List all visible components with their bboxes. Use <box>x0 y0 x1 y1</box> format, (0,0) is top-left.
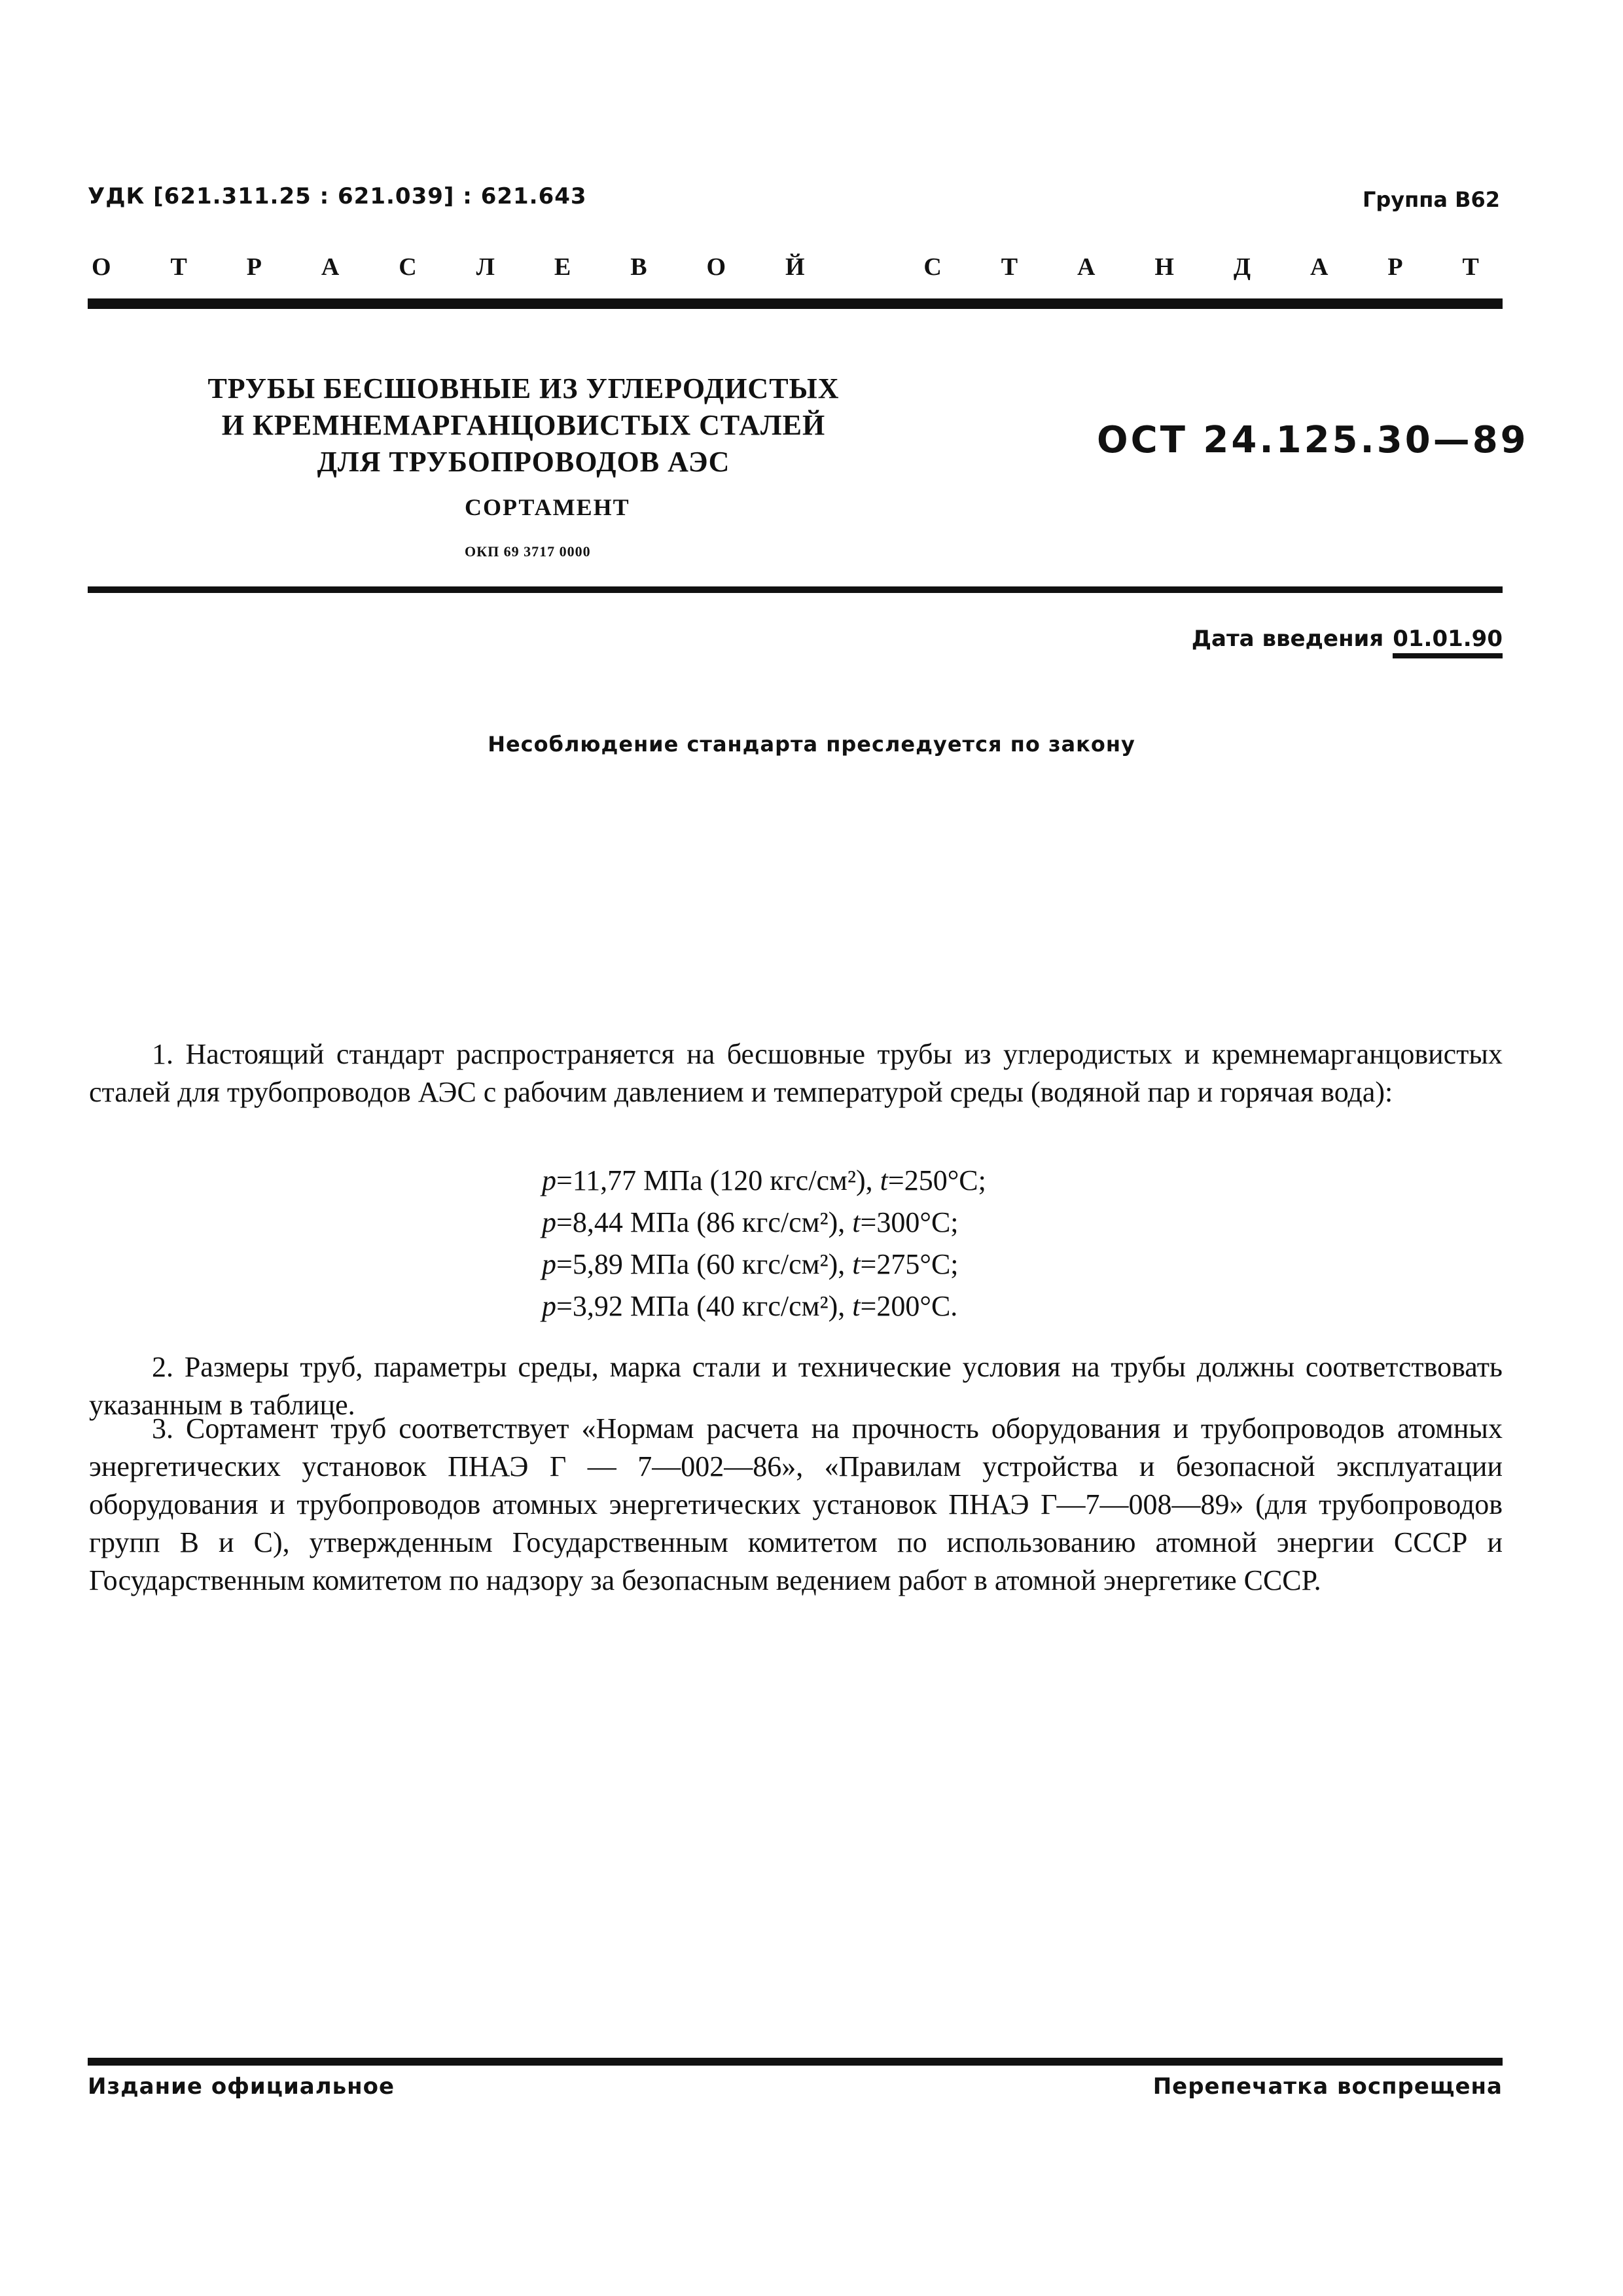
okp-code: ОКП 69 3717 0000 <box>465 543 591 560</box>
banner-letter: В <box>630 253 647 281</box>
condition-line <box>542 1160 986 1202</box>
header-rule <box>88 298 1503 309</box>
temperature-value: =300°С; <box>860 1206 959 1238</box>
temperature-symbol: t <box>852 1290 861 1322</box>
title-line: ТРУБЫ БЕСШОВНЫЕ ИЗ УГЛЕРОДИСТЫХ <box>207 372 840 404</box>
paragraph-3-text: 3. Сортамент труб соответствует «Нормам расчета на прочность оборудования и трубопроводов атомных энергетических установок ПНАЭ Г — 7—002—86», «Правилам устройства и безопасной эксплуатации оборудования и трубопроводов атомных энергетических установок ПНАЭ Г—7—008—89» (для трубопроводов групп В и С), утвержденным Государственным комитетом по использованию атомной энергии СССР и Государственным комитетом по надзору за безопасным ведением работ в атомной энергетике СССР. <box>89 1412 1503 1596</box>
effective-date-value: 01.01.90 <box>1393 626 1503 658</box>
banner-letter: А <box>1077 253 1096 281</box>
banner-letter: С <box>923 253 942 281</box>
pressure-value: =5,89 МПа (60 кгс/см²), <box>556 1248 846 1280</box>
banner-letter: Н <box>1154 253 1174 281</box>
temperature-value: =275°С; <box>860 1248 959 1280</box>
document-subtitle: СОРТАМЕНТ <box>465 494 630 520</box>
banner-letter: Р <box>1387 253 1403 281</box>
condition-line <box>542 1244 986 1285</box>
title-line: ДЛЯ ТРУБОПРОВОДОВ АЭС <box>317 446 730 478</box>
banner-letter: Т <box>1001 253 1018 281</box>
paragraph-1-text: 1. Настоящий стандарт распространяется на бесшовные трубы из углеродистых и кремнемарганцовистых сталей для трубопроводов АЭС с рабочим давлением и температурой среды (водяной пар и горячая вода): <box>89 1038 1503 1108</box>
pressure-value: =3,92 МПа (40 кгс/см²), <box>556 1290 846 1322</box>
pressure-value: =8,44 МПа (86 кгс/см²), <box>556 1206 846 1238</box>
reprint-prohibited-note: Перепечатка воспрещена <box>1152 2073 1503 2100</box>
paragraph-2-text: 2. Размеры труб, параметры среды, марка стали и технические условия на трубы должны соответствовать указанным в таблице. <box>89 1351 1503 1421</box>
banner-letter: Й <box>785 253 805 281</box>
standard-number: ОСТ 24.125.30—89 <box>1097 419 1529 461</box>
pressure-symbol: p <box>542 1290 556 1322</box>
paragraph-3 <box>89 1410 1503 1600</box>
banner-letter: Т <box>1462 253 1479 281</box>
effective-date <box>1192 626 1503 658</box>
condition-line <box>542 1202 986 1244</box>
temperature-symbol: t <box>880 1164 888 1196</box>
paragraph-1 <box>89 1035 1503 1111</box>
banner-letter: Д <box>1233 253 1251 281</box>
official-edition-note: Издание официальное <box>88 2073 395 2100</box>
banner-letter: Л <box>476 253 495 281</box>
legal-warning: Несоблюдение стандарта преследуется по закону <box>488 732 1135 757</box>
effective-date-label: Дата введения <box>1191 626 1384 652</box>
banner-letter: Р <box>246 253 262 281</box>
banner-letter: О <box>92 253 111 281</box>
banner-letter: А <box>1310 253 1329 281</box>
condition-line <box>542 1285 986 1327</box>
banner-letter: Е <box>554 253 571 281</box>
pressure-value: =11,77 МПа (120 кгс/см²), <box>556 1164 873 1196</box>
udk-code: УДК [621.311.25 : 621.039] : 621.643 <box>88 183 587 209</box>
banner-letter: Т <box>170 253 187 281</box>
banner-letter: А <box>321 253 340 281</box>
temperature-value: =200°С. <box>860 1290 958 1322</box>
temperature-value: =250°С; <box>887 1164 986 1196</box>
document-title <box>164 370 883 480</box>
banner-letter: С <box>399 253 417 281</box>
title-rule <box>88 586 1503 593</box>
pressure-symbol: p <box>542 1206 556 1238</box>
temperature-symbol: t <box>852 1248 861 1280</box>
group-code: Группа В62 <box>1362 187 1500 212</box>
pressure-symbol: p <box>542 1164 556 1196</box>
footer-rule <box>88 2058 1503 2066</box>
banner-letter: О <box>706 253 726 281</box>
title-line: И КРЕМНЕМАРГАНЦОВИСТЫХ СТАЛЕЙ <box>221 409 826 441</box>
temperature-symbol: t <box>852 1206 861 1238</box>
operating-conditions-list <box>542 1160 986 1327</box>
pressure-symbol: p <box>542 1248 556 1280</box>
standard-type-banner <box>92 253 1479 281</box>
